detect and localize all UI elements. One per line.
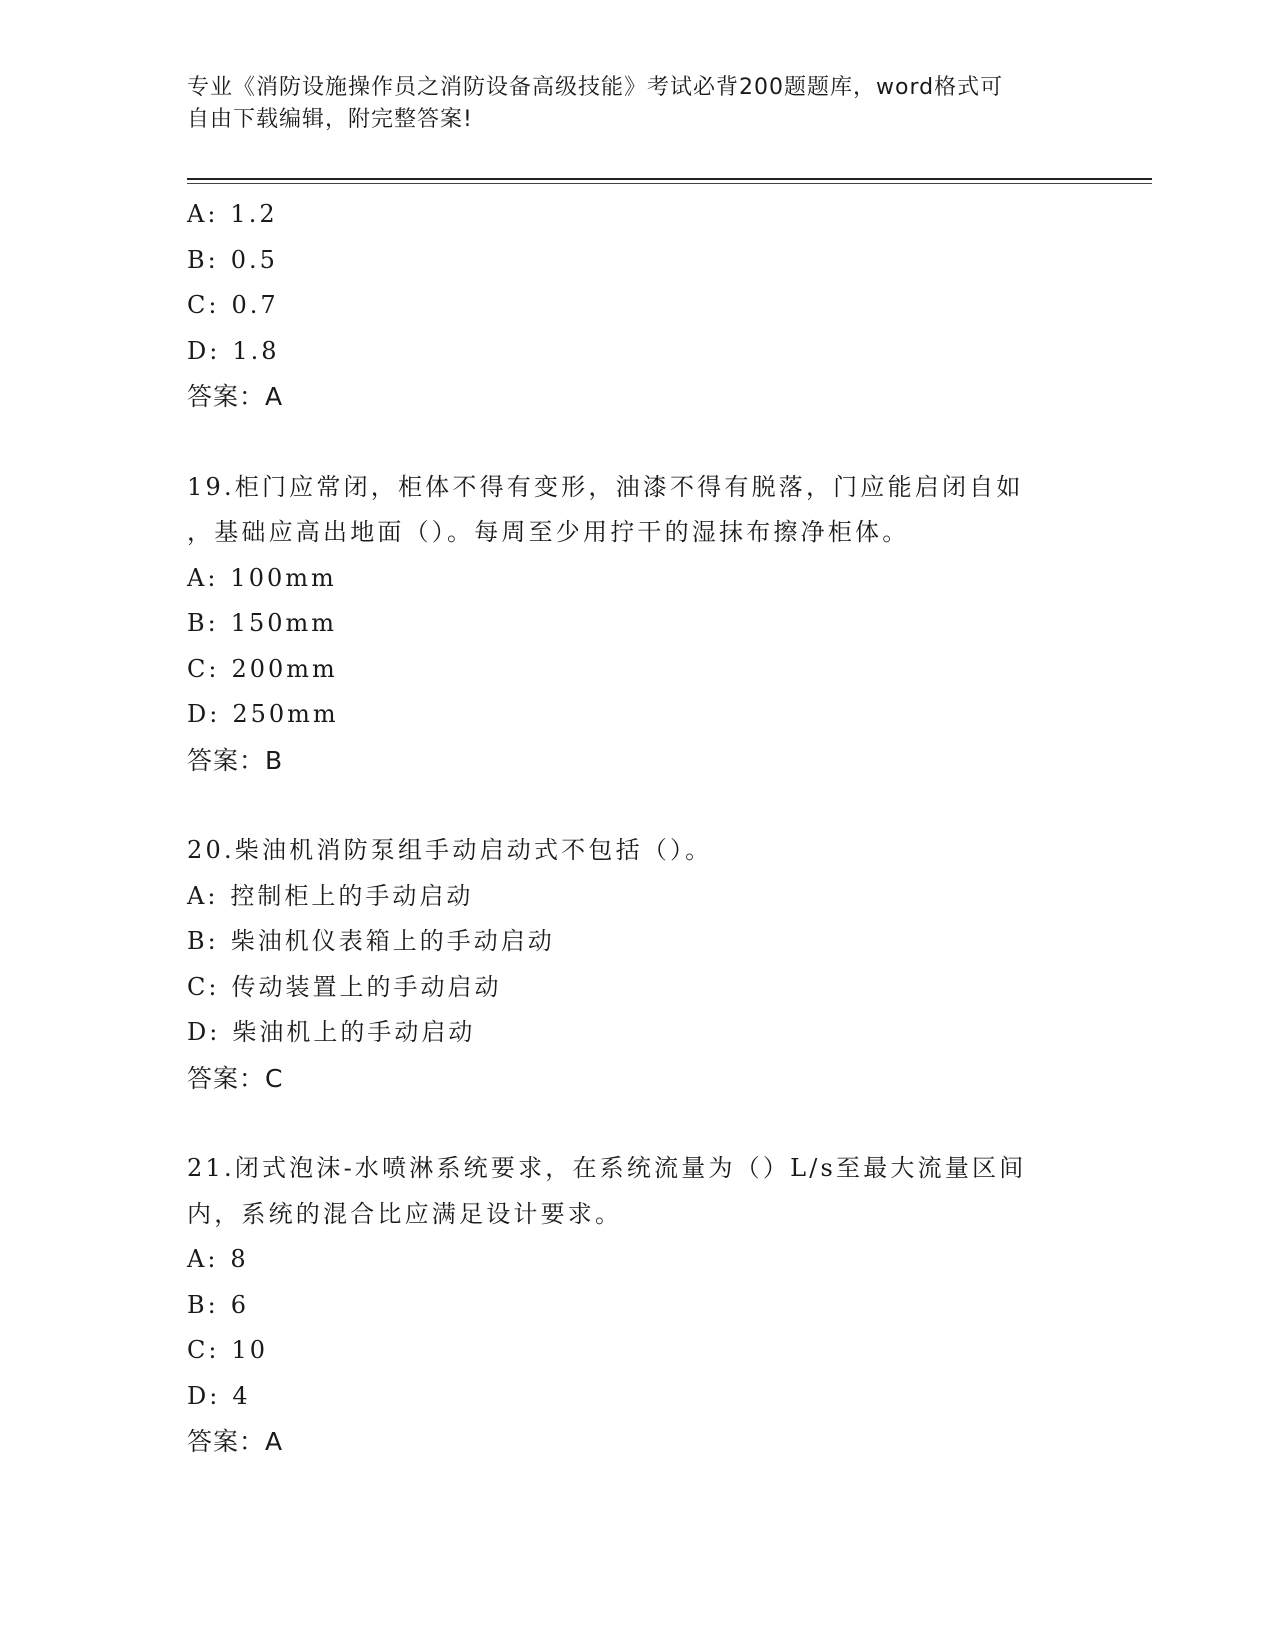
document-header [187,72,1067,136]
question-20 [187,828,1087,1101]
question-text [187,465,1087,556]
option-b: B: 6 [187,1290,250,1319]
option-d: D: 1.8 [187,336,280,365]
question-18 [187,192,1087,420]
option-d: D: 250mm [187,700,339,728]
question-text-line-2: ，基础应高出地面（）。每周至少用拧干的湿抹布擦净柜体。 [187,518,910,546]
spacer [187,783,1087,828]
question-text [187,1146,1087,1237]
question-text-line-1: 19.柜门应常闭，柜体不得有变形，油漆不得有脱落，门应能启闭自如 [187,472,1024,501]
answer: 答案：C [187,1063,284,1093]
header-title-line-2: 自由下载编辑，附完整答案! [187,107,473,132]
option-a: A: 8 [187,1245,249,1273]
option-c: C: 10 [187,1336,268,1364]
spacer [187,420,1087,465]
answer: 答案：B [187,745,284,775]
header-divider-thin [187,183,1152,184]
option-d: D: 柴油机上的手动启动 [187,1018,476,1046]
question-text-line-1: 20.柴油机消防泵组手动启动式不包括（）。 [187,836,713,864]
option-c: C: 200mm [187,654,338,683]
answer: 答案：A [187,1427,284,1456]
question-21 [187,1146,1087,1465]
question-text [187,828,1087,874]
question-19 [187,465,1087,784]
option-c: C: 0.7 [187,291,279,319]
spacer [187,1101,1087,1146]
option-c: C: 传动装置上的手动启动 [187,972,502,1001]
option-d: D: 4 [187,1381,251,1410]
header-title-line-1: 专业《消防设施操作员之消防设备高级技能》考试必背200题题库，word格式可 [187,75,1004,100]
header-divider [187,178,1152,180]
option-a: A: 100mm [187,563,337,592]
option-a: A: 控制柜上的手动启动 [187,881,474,910]
option-b: B: 0.5 [187,245,278,274]
question-text-line-2: 内，系统的混合比应满足设计要求。 [187,1199,623,1228]
question-list [187,192,1087,1465]
option-b: B: 柴油机仪表箱上的手动启动 [187,927,555,955]
option-b: B: 150mm [187,609,338,637]
option-a: A: 1.2 [187,200,278,228]
question-text-line-1: 21.闭式泡沫-水喷淋系统要求，在系统流量为（）L/s至最大流量区间 [187,1154,1027,1182]
answer: 答案：A [187,382,284,411]
